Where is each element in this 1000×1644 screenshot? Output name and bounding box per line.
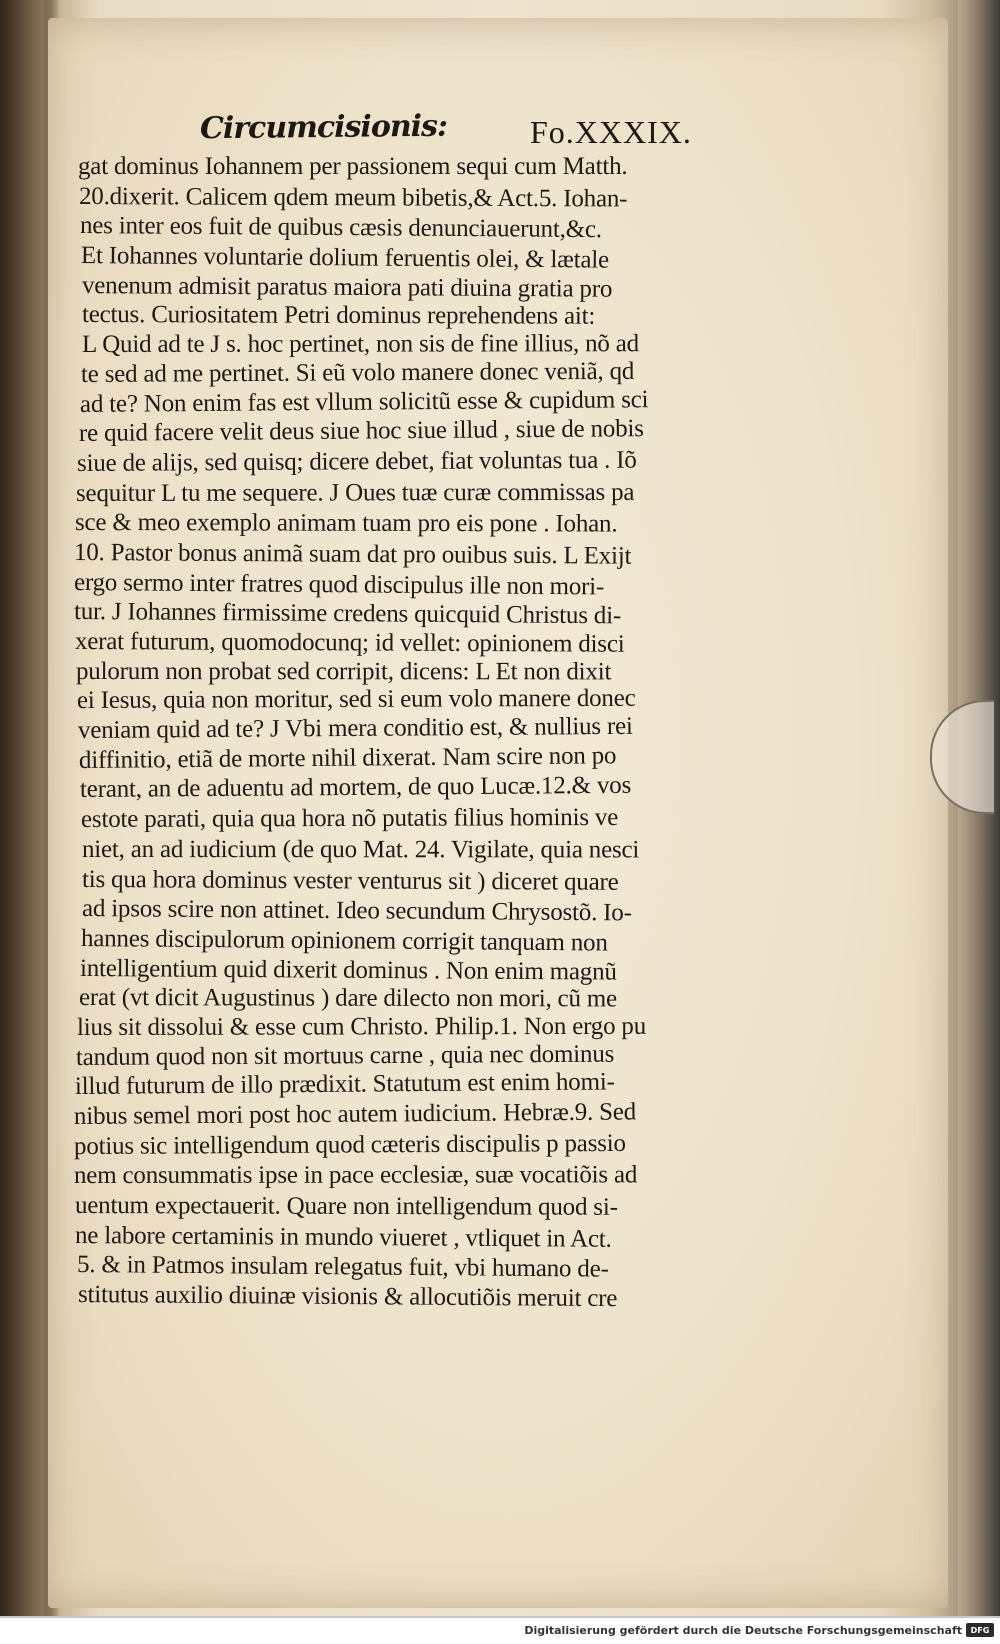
- text-line: estote parati, quia qua hora nõ putatis filius hominis ve: [80, 804, 619, 834]
- text-line: tur. J Iohannes firmissime credens quicquid Christus di-: [73, 598, 622, 630]
- text-line: pulorum non probat sed corripit, dicens: L Et non dixit: [75, 657, 612, 686]
- text-line: uentum expectauerit. Quare non intelligendum quod si-: [74, 1192, 618, 1221]
- text-line: siue de alijs, sed quisq; dicere debet, fiat voluntas tua . Iõ: [76, 446, 637, 477]
- text-line: L Quid ad te J s. hoc pertinet, non sis de fine illius, nõ ad: [81, 330, 639, 359]
- text-line: nem consummatis ipse in pace ecclesiæ, suæ vocatiõis ad: [73, 1161, 638, 1190]
- text-line: ad te? Non enim fas est vllum solicitũ esse & cupidum sci: [79, 385, 649, 418]
- text-line: 10. Pastor bonus animã suam dat pro ouibus suis. L Exijt: [73, 538, 632, 570]
- page-header: [200, 110, 760, 158]
- text-line: stitutus auxilio diuinæ visionis & allocutiõis meruit cre: [77, 1281, 618, 1313]
- text-line: xerat futurum, quomodocunq; id vellet: opinionem disci: [74, 627, 625, 658]
- text-line: ne labore certaminis in mundo viueret , vtliquet in Act.: [74, 1221, 612, 1253]
- text-line: potius sic intelligendum quod cæteris discipulis p passio: [73, 1129, 626, 1160]
- text-line: gat dominus Iohannem per passionem sequi cum Matth.: [78, 153, 628, 180]
- text-line: 5. & in Patmos insulam relegatus fuit, vbi humano de-: [76, 1251, 609, 1284]
- text-line: intelligentium quid dixerit dominus . Non enim magnũ: [79, 954, 617, 986]
- text-line: tandum quod non sit mortuus carne , quia nec dominus: [75, 1040, 615, 1071]
- text-line: tis qua hora dominus vester venturus sit ) diceret quare: [81, 865, 619, 896]
- folio-number: Fo.XXXIX.: [530, 114, 692, 150]
- text-line: nibus semel mori post hoc autem iudicium. Hebræ.9. Sed: [73, 1098, 637, 1131]
- text-line: terant, an de aduentu ad mortem, de quo Lucæ.12.& vos: [79, 772, 632, 804]
- funding-credit: Digitalisierung gefördert durch die Deutsche Forschungsgemeinschaft: [524, 1624, 962, 1637]
- text-line: sce & meo exemplo animam tuam pro eis pone . Iohan.: [74, 509, 618, 538]
- body-text: [73, 152, 768, 1313]
- text-line: 20.dixerit. Calicem qdem meum bibetis,& Act.5. Iohan-: [78, 182, 628, 213]
- text-line: ei Iesus, quia non moritur, sed si eum volo manere donec: [76, 685, 636, 715]
- text-line: hannes discipulorum opinionem corrigit tanquam non: [80, 924, 608, 957]
- text-line: Et Iohannes voluntarie dolium feruentis olei, & lætale: [80, 242, 610, 274]
- text-line: veniam quid ad te? J Vbi mera conditio est, & nullius rei: [77, 712, 633, 745]
- text-line: ad ipsos scire non attinet. Ideo secundum Chrysostõ. Io-: [81, 895, 632, 927]
- text-line: niet, an ad iudicium (de quo Mat. 24. Vigilate, quia nesci: [81, 835, 640, 864]
- text-line: nes inter eos fuit de quibus cæsis denunciauerunt,&c.: [79, 212, 603, 244]
- text-line: te sed ad me pertinet. Si eũ volo manere donec veniã, qd: [80, 357, 635, 388]
- text-line: illud futurum de illo prædixit. Statutum est enim homi-: [74, 1068, 615, 1101]
- text-line: erat (vt dicit Augustinus ) dare dilecto non mori, cũ me: [78, 984, 618, 1013]
- digitization-footer: [0, 1616, 1000, 1644]
- footer-divider: [0, 1616, 1000, 1618]
- text-line: tectus. Curiositatem Petri dominus reprehendens ait:: [81, 301, 596, 331]
- text-line: lius sit dissolui & esse cum Christo. Philip.1. Non ergo pu: [76, 1012, 647, 1041]
- text-line: diffinitio, etiã de morte nihil dixerat. Nam scire non po: [78, 742, 617, 774]
- running-head: Circumcisionis:: [199, 108, 448, 147]
- text-line: sequitur L tu me sequere. J Oues tuæ curæ commissas pa: [75, 478, 635, 507]
- text-line: ergo sermo inter fratres quod discipulus ille non mori-: [73, 568, 605, 601]
- text-line: venenum admisit paratus maiora pati diuina gratia pro: [81, 271, 613, 303]
- text-line: re quid facere velit deus siue hoc siue illud , siue de nobis: [78, 415, 644, 448]
- dfg-logo: DFG: [966, 1623, 994, 1637]
